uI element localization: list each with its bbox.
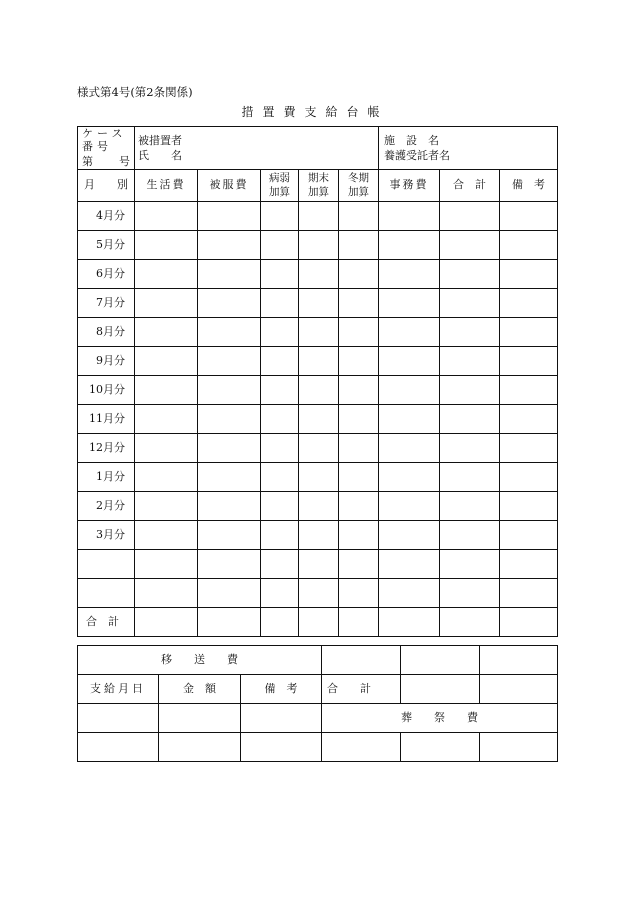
allowance-ledger-table <box>77 126 558 637</box>
blank-cell[interactable] <box>135 578 198 607</box>
amount-cell[interactable] <box>261 288 299 317</box>
amount-cell[interactable] <box>261 433 299 462</box>
case-number-field: 第 号 <box>82 155 130 169</box>
document-title: 措置費支給台帳 <box>241 105 389 119</box>
amount-cell[interactable] <box>261 520 299 549</box>
blank-row <box>78 578 558 607</box>
amount-cell[interactable] <box>198 520 261 549</box>
blank-cell[interactable] <box>339 578 379 607</box>
amount-cell[interactable] <box>135 259 198 288</box>
blank-cell[interactable] <box>480 733 558 762</box>
month-row <box>78 433 558 462</box>
amount-cell[interactable] <box>500 491 558 520</box>
blank-cell[interactable] <box>241 733 322 762</box>
amount-cell[interactable] <box>440 230 500 259</box>
amount-cell[interactable] <box>135 346 198 375</box>
amount-cell[interactable] <box>339 259 379 288</box>
amount-cell[interactable] <box>299 433 339 462</box>
total-row-label: 合 計 <box>78 607 135 636</box>
month-row <box>78 288 558 317</box>
amount-cell[interactable] <box>379 404 440 433</box>
amount-cell[interactable] <box>379 520 440 549</box>
amount-cell[interactable] <box>261 317 299 346</box>
amount-cell[interactable] <box>299 462 339 491</box>
amount-cell[interactable] <box>440 462 500 491</box>
amount-cell[interactable] <box>440 404 500 433</box>
transport-remarks-label: 備 考 <box>241 675 322 704</box>
amount-cell[interactable] <box>379 375 440 404</box>
amount-cell[interactable] <box>135 375 198 404</box>
amount-cell[interactable] <box>339 346 379 375</box>
column-clothing-expense: 被服費 <box>198 169 261 201</box>
amount-cell[interactable] <box>379 346 440 375</box>
amount-cell[interactable] <box>299 404 339 433</box>
column-winter-addition: 冬期 加算 <box>339 169 379 201</box>
total-cell[interactable] <box>261 607 299 636</box>
amount-cell[interactable] <box>339 375 379 404</box>
month-rows <box>78 201 558 549</box>
amount-cell[interactable] <box>261 230 299 259</box>
column-living-expense: 生活費 <box>135 169 198 201</box>
blank-cell[interactable] <box>198 549 261 578</box>
month-label: 2月分 <box>78 491 135 520</box>
amount-cell[interactable] <box>440 433 500 462</box>
amount-cell[interactable] <box>379 201 440 230</box>
total-cell[interactable] <box>198 607 261 636</box>
insured-person-cell[interactable] <box>135 127 379 170</box>
month-label: 7月分 <box>78 288 135 317</box>
total-cell[interactable] <box>299 607 339 636</box>
amount-cell[interactable] <box>135 520 198 549</box>
blank-cell[interactable] <box>401 646 480 675</box>
amount-cell[interactable] <box>500 520 558 549</box>
amount-cell[interactable] <box>299 288 339 317</box>
facility-name-label: 施 設 名 <box>384 133 440 147</box>
blank-cell[interactable] <box>78 578 135 607</box>
amount-cell[interactable] <box>299 259 339 288</box>
amount-cell[interactable] <box>379 317 440 346</box>
amount-cell[interactable] <box>440 520 500 549</box>
blank-cell[interactable] <box>78 549 135 578</box>
amount-cell[interactable] <box>198 375 261 404</box>
transport-total-label: 合 計 <box>322 675 401 704</box>
blank-cell[interactable] <box>401 675 480 704</box>
blank-cell[interactable] <box>261 549 299 578</box>
amount-cell[interactable] <box>299 491 339 520</box>
total-cell[interactable] <box>379 607 440 636</box>
month-label: 5月分 <box>78 230 135 259</box>
amount-cell[interactable] <box>135 462 198 491</box>
blank-cell[interactable] <box>322 646 401 675</box>
amount-cell[interactable] <box>299 317 339 346</box>
total-cell[interactable] <box>339 607 379 636</box>
month-label: 9月分 <box>78 346 135 375</box>
month-row <box>78 201 558 230</box>
amount-cell[interactable] <box>198 259 261 288</box>
amount-cell[interactable] <box>500 346 558 375</box>
funeral-entry-row <box>78 733 558 762</box>
amount-cell[interactable] <box>440 346 500 375</box>
amount-cell[interactable] <box>261 201 299 230</box>
column-office-expense: 事務費 <box>379 169 440 201</box>
amount-cell[interactable] <box>339 520 379 549</box>
amount-cell[interactable] <box>440 491 500 520</box>
month-row <box>78 520 558 549</box>
amount-cell[interactable] <box>261 346 299 375</box>
blank-cell[interactable] <box>401 733 480 762</box>
amount-cell[interactable] <box>135 288 198 317</box>
month-row <box>78 404 558 433</box>
blank-cell[interactable] <box>379 578 440 607</box>
amount-cell[interactable] <box>339 288 379 317</box>
blank-cell[interactable] <box>241 704 322 733</box>
total-row <box>78 607 558 636</box>
amount-cell[interactable] <box>379 259 440 288</box>
payment-date-label: 支給月日 <box>78 675 159 704</box>
amount-cell[interactable] <box>135 404 198 433</box>
amount-cell[interactable] <box>379 462 440 491</box>
amount-cell[interactable] <box>339 491 379 520</box>
blank-cell[interactable] <box>135 549 198 578</box>
case-number-label: ケース番号 <box>82 127 127 154</box>
total-cell[interactable] <box>500 607 558 636</box>
column-remarks: 備 考 <box>500 169 558 201</box>
blank-cell[interactable] <box>480 675 558 704</box>
amount-cell[interactable] <box>379 230 440 259</box>
blank-cell[interactable] <box>480 646 558 675</box>
amount-cell[interactable] <box>261 491 299 520</box>
amount-cell[interactable] <box>198 230 261 259</box>
amount-cell[interactable] <box>379 288 440 317</box>
amount-cell[interactable] <box>299 346 339 375</box>
amount-cell[interactable] <box>135 201 198 230</box>
month-label: 8月分 <box>78 317 135 346</box>
month-row <box>78 491 558 520</box>
case-number-cell[interactable] <box>78 127 135 170</box>
amount-cell[interactable] <box>500 404 558 433</box>
blank-cell[interactable] <box>322 733 401 762</box>
blank-cell[interactable] <box>78 733 159 762</box>
name-label: 氏 名 <box>138 148 182 162</box>
amount-cell[interactable] <box>299 230 339 259</box>
month-row <box>78 317 558 346</box>
amount-cell[interactable] <box>299 520 339 549</box>
amount-cell[interactable] <box>339 462 379 491</box>
amount-cell[interactable] <box>299 375 339 404</box>
blank-cell[interactable] <box>78 704 159 733</box>
amount-cell[interactable] <box>440 259 500 288</box>
amount-cell[interactable] <box>198 462 261 491</box>
blank-cell[interactable] <box>159 733 241 762</box>
blank-cell[interactable] <box>440 578 500 607</box>
amount-cell[interactable] <box>135 317 198 346</box>
transport-expense-title: 移 送 費 <box>78 646 322 675</box>
amount-cell[interactable] <box>198 491 261 520</box>
column-header-row <box>78 169 558 201</box>
month-label: 12月分 <box>78 433 135 462</box>
amount-cell[interactable] <box>198 404 261 433</box>
amount-cell[interactable] <box>500 259 558 288</box>
month-label: 10月分 <box>78 375 135 404</box>
amount-cell[interactable] <box>339 404 379 433</box>
amount-cell[interactable] <box>261 259 299 288</box>
blank-cell[interactable] <box>339 549 379 578</box>
amount-cell[interactable] <box>198 346 261 375</box>
month-row <box>78 375 558 404</box>
amount-cell[interactable] <box>198 317 261 346</box>
column-term-end-addition: 期末 加算 <box>299 169 339 201</box>
amount-cell[interactable] <box>339 230 379 259</box>
column-total: 合 計 <box>440 169 500 201</box>
transport-title-row <box>78 646 558 675</box>
amount-cell[interactable] <box>440 201 500 230</box>
facility-cell[interactable] <box>379 127 558 170</box>
total-cell[interactable] <box>440 607 500 636</box>
transport-funeral-table <box>77 645 558 762</box>
amount-cell[interactable] <box>500 375 558 404</box>
month-row <box>78 462 558 491</box>
column-month: 月 別 <box>78 169 135 201</box>
month-row <box>78 230 558 259</box>
amount-cell[interactable] <box>261 404 299 433</box>
amount-cell[interactable] <box>500 433 558 462</box>
amount-cell[interactable] <box>440 375 500 404</box>
blank-cell[interactable] <box>299 578 339 607</box>
blank-cell[interactable] <box>299 549 339 578</box>
amount-cell[interactable] <box>198 433 261 462</box>
amount-cell[interactable] <box>198 288 261 317</box>
blank-row <box>78 549 558 578</box>
amount-cell[interactable] <box>500 288 558 317</box>
month-label: 11月分 <box>78 404 135 433</box>
blank-cell[interactable] <box>198 578 261 607</box>
month-row <box>78 259 558 288</box>
amount-cell[interactable] <box>440 288 500 317</box>
amount-cell[interactable] <box>500 201 558 230</box>
amount-cell[interactable] <box>339 317 379 346</box>
amount-cell[interactable] <box>339 201 379 230</box>
blank-cell[interactable] <box>500 578 558 607</box>
blank-cell[interactable] <box>379 549 440 578</box>
funeral-title-row <box>78 704 558 733</box>
amount-cell[interactable] <box>500 462 558 491</box>
funeral-expense-title: 葬 祭 費 <box>322 704 558 733</box>
amount-cell[interactable] <box>198 201 261 230</box>
amount-cell[interactable] <box>135 230 198 259</box>
month-label: 1月分 <box>78 462 135 491</box>
amount-cell[interactable] <box>440 317 500 346</box>
ledger-header-row <box>78 127 558 170</box>
month-label: 3月分 <box>78 520 135 549</box>
blank-cell[interactable] <box>500 549 558 578</box>
blank-cell[interactable] <box>261 578 299 607</box>
insured-person-label: 被措置者 <box>138 133 182 147</box>
amount-cell[interactable] <box>135 433 198 462</box>
blank-cell[interactable] <box>159 704 241 733</box>
amount-cell[interactable] <box>135 491 198 520</box>
amount-cell[interactable] <box>500 317 558 346</box>
amount-cell[interactable] <box>339 433 379 462</box>
amount-cell[interactable] <box>379 433 440 462</box>
amount-cell[interactable] <box>261 462 299 491</box>
amount-label: 金 額 <box>159 675 241 704</box>
month-row <box>78 346 558 375</box>
foster-parent-label: 養護受託者名 <box>384 148 451 162</box>
form-number-label: 様式第4号(第2条関係) <box>77 85 193 99</box>
amount-cell[interactable] <box>261 375 299 404</box>
total-cell[interactable] <box>135 607 198 636</box>
amount-cell[interactable] <box>500 230 558 259</box>
blank-cell[interactable] <box>440 549 500 578</box>
transport-header-row <box>78 675 558 704</box>
amount-cell[interactable] <box>299 201 339 230</box>
month-label: 6月分 <box>78 259 135 288</box>
amount-cell[interactable] <box>379 491 440 520</box>
month-label: 4月分 <box>78 201 135 230</box>
column-sickness-addition: 病弱 加算 <box>261 169 299 201</box>
